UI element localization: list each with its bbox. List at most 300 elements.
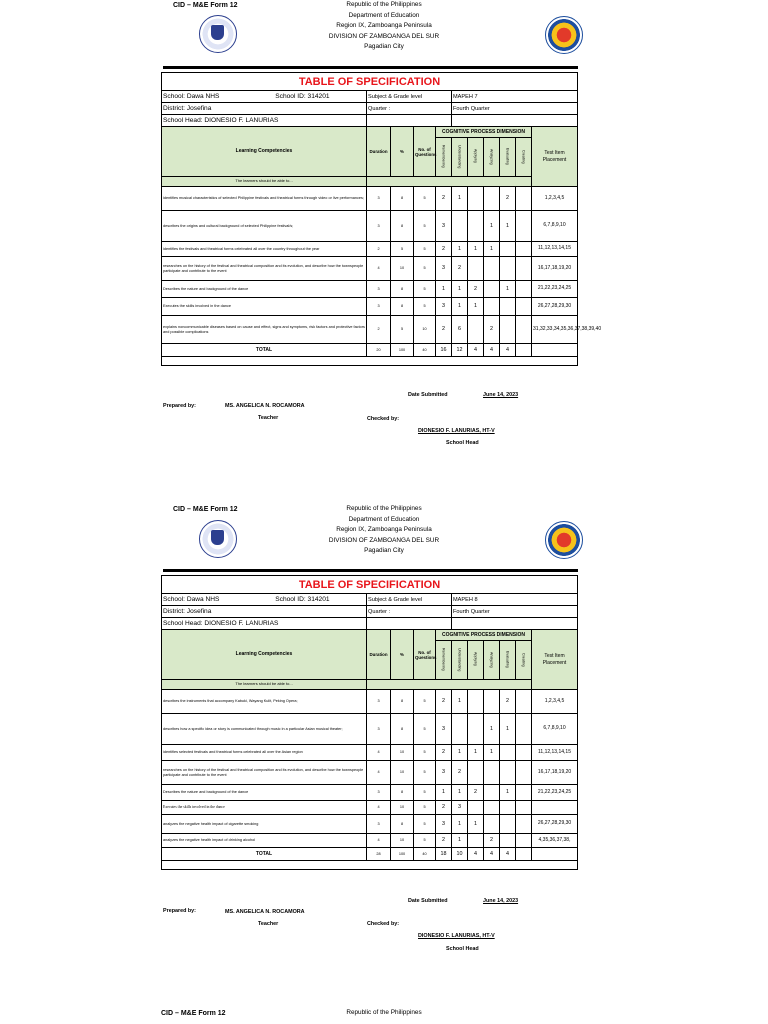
- col-duration: Duration: [367, 630, 391, 680]
- test-item-placement: 11,12,13,14,15: [532, 242, 578, 257]
- analyzing: 1: [484, 745, 500, 761]
- school-id: School ID: 314201: [275, 92, 330, 100]
- blank-cell: [452, 618, 578, 630]
- duration: 3: [367, 714, 391, 745]
- remembering: 3: [436, 298, 452, 316]
- col-percent: %: [391, 127, 414, 177]
- test-item-placement: 1,2,3,4,5: [532, 187, 578, 211]
- percent: 8: [391, 298, 414, 316]
- header-fill: [367, 680, 532, 690]
- col-remembering: Remembering: [436, 138, 452, 177]
- percent: 5: [391, 316, 414, 344]
- letterhead: [300, 0, 468, 53]
- applying: 2: [468, 281, 484, 298]
- remembering: 3: [436, 714, 452, 745]
- col-understanding: Understanding: [452, 641, 468, 680]
- percent: 10: [391, 801, 414, 815]
- total-row: [162, 848, 578, 861]
- total-applying: 4: [468, 848, 484, 861]
- subject-value: MAPEH 7: [452, 91, 578, 103]
- col-no-of-questions: No. of Questions: [414, 630, 436, 680]
- test-item-placement: [532, 801, 578, 815]
- spec-title: TABLE OF SPECIFICATION: [162, 73, 578, 91]
- col-percent: %: [391, 630, 414, 680]
- duration: 4: [367, 801, 391, 815]
- school-head: School Head: DIONESIO F. LANURIAS: [162, 115, 367, 127]
- percent: 8: [391, 690, 414, 714]
- table-row: [162, 761, 578, 785]
- letterhead: [300, 504, 468, 557]
- no-of-questions: 5: [414, 761, 436, 785]
- remembering: 2: [436, 801, 452, 815]
- applying: [468, 834, 484, 848]
- no-of-questions: 5: [414, 714, 436, 745]
- analyzing: [484, 801, 500, 815]
- competency: researches on the history of the festival and theatrical composition and its evolution, and describe how the townspeople participate and contribute to the event: [162, 761, 367, 785]
- test-item-placement: 6,7,8,9,10: [532, 714, 578, 745]
- col-subtext: The learners should be able to...: [162, 680, 367, 690]
- header-fill: [367, 177, 532, 187]
- total-duration: 20: [367, 344, 391, 357]
- header-line: Department of Education: [348, 11, 420, 19]
- understanding: 1: [452, 690, 468, 714]
- no-of-questions: 5: [414, 834, 436, 848]
- evaluating: 2: [500, 187, 516, 211]
- understanding: 1: [452, 834, 468, 848]
- total-applying: 4: [468, 344, 484, 357]
- test-item-placement: 21,22,23,24,25: [532, 785, 578, 801]
- remembering: 3: [436, 815, 452, 834]
- checked-by-name: DIONESIO F. LANURIAS, HT-V: [418, 428, 495, 434]
- total-placement: [532, 848, 578, 861]
- understanding: 1: [452, 815, 468, 834]
- evaluating: [500, 316, 516, 344]
- checked-by-role: School Head: [446, 440, 479, 446]
- total-evaluating: 4: [500, 848, 516, 861]
- page-3: [0, 1008, 768, 1024]
- evaluating: 1: [500, 714, 516, 745]
- district: District: Josefina: [162, 606, 367, 618]
- remembering: 2: [436, 745, 452, 761]
- analyzing: [484, 257, 500, 281]
- competency: describes the instruments that accompany Kabuki, Wayang Kulit, Peking Opera;: [162, 690, 367, 714]
- duration: 2: [367, 242, 391, 257]
- competency: describes the origins and cultural background of selected Philippine festival/s;: [162, 211, 367, 242]
- col-understanding: Understanding: [452, 138, 468, 177]
- analyzing: 2: [484, 316, 500, 344]
- blank-row: [162, 861, 578, 870]
- creating: [516, 815, 532, 834]
- table-row: [162, 714, 578, 745]
- col-learning-competencies: Learning Competencies: [162, 630, 367, 680]
- applying: 1: [468, 298, 484, 316]
- col-test-item-placement: Test Item Placement: [532, 630, 578, 690]
- blank-cell: [452, 115, 578, 127]
- total-no-of-questions: 40: [414, 848, 436, 861]
- test-item-placement: 16,17,18,19,20: [532, 761, 578, 785]
- spec-table: [161, 72, 602, 366]
- understanding: 1: [452, 281, 468, 298]
- evaluating: [500, 257, 516, 281]
- analyzing: [484, 187, 500, 211]
- blank-row: [162, 357, 578, 366]
- total-label: TOTAL: [162, 848, 367, 861]
- school-cell: [162, 91, 367, 103]
- understanding: 1: [452, 298, 468, 316]
- col-duration: Duration: [367, 127, 391, 177]
- table-row: [162, 834, 578, 848]
- understanding: 1: [452, 745, 468, 761]
- applying: [468, 714, 484, 745]
- total-duration: 28: [367, 848, 391, 861]
- total-no-of-questions: 40: [414, 344, 436, 357]
- header-line: Department of Education: [348, 515, 420, 523]
- no-of-questions: 5: [414, 211, 436, 242]
- no-of-questions: 5: [414, 815, 436, 834]
- no-of-questions: 5: [414, 745, 436, 761]
- deped-seal-icon: [199, 520, 237, 558]
- percent: 5: [391, 242, 414, 257]
- total-placement: [532, 344, 578, 357]
- no-of-questions: 5: [414, 785, 436, 801]
- duration: 3: [367, 281, 391, 298]
- analyzing: [484, 298, 500, 316]
- understanding: 1: [452, 785, 468, 801]
- creating: [516, 785, 532, 801]
- col-remembering: Remembering: [436, 641, 452, 680]
- evaluating: [500, 745, 516, 761]
- test-item-placement: 26,27,28,29,30: [532, 298, 578, 316]
- school-name: School: Dawa NHS: [163, 595, 220, 603]
- understanding: 3: [452, 801, 468, 815]
- table-row: [162, 242, 578, 257]
- table-row: [162, 745, 578, 761]
- table-row: [162, 211, 578, 242]
- table-row: [162, 281, 578, 298]
- analyzing: [484, 815, 500, 834]
- school-head: School Head: DIONESIO F. LANURIAS: [162, 618, 367, 630]
- duration: 3: [367, 211, 391, 242]
- analyzing: [484, 281, 500, 298]
- applying: 1: [468, 815, 484, 834]
- header-line: Republic of the Philippines: [346, 505, 422, 512]
- understanding: [452, 714, 468, 745]
- checked-by-label: Checked by:: [367, 416, 400, 422]
- remembering: 3: [436, 257, 452, 281]
- table-row: [162, 815, 578, 834]
- prepared-by-role: Teacher: [258, 921, 279, 927]
- creating: [516, 316, 532, 344]
- duration: 2: [367, 316, 391, 344]
- remembering: 2: [436, 242, 452, 257]
- spec-title: TABLE OF SPECIFICATION: [162, 576, 578, 594]
- competency: explains noncommunicable diseases based on cause and effect, signs and symptoms, risk factors and protective factors and possible complications: [162, 316, 367, 344]
- prepared-by-name: MS. ANGELICA N. ROCAMORA: [225, 403, 305, 409]
- competency: Executes the skills involved in the dance: [162, 298, 367, 316]
- date-submitted-value: June 14, 2023: [483, 898, 519, 904]
- school-cell: [162, 594, 367, 606]
- applying: 1: [468, 745, 484, 761]
- total-understanding: 12: [452, 344, 468, 357]
- applying: [468, 257, 484, 281]
- percent: 8: [391, 281, 414, 298]
- evaluating: [500, 834, 516, 848]
- prepared-by-name: MS. ANGELICA N. ROCAMORA: [225, 909, 305, 915]
- col-analyzing: Analyzing: [484, 641, 500, 680]
- percent: 8: [391, 211, 414, 242]
- total-analyzing: 4: [484, 848, 500, 861]
- col-evaluating: Evaluating: [500, 641, 516, 680]
- col-learning-competencies: Learning Competencies: [162, 127, 367, 177]
- table-row: [162, 257, 578, 281]
- competency: Executes the skills involved in the dance: [162, 801, 367, 815]
- remembering: 2: [436, 690, 452, 714]
- total-label: TOTAL: [162, 344, 367, 357]
- competency: identifies musical characteristics of selected Philippine festivals and theatrical forms through video or live performances;: [162, 187, 367, 211]
- understanding: 2: [452, 257, 468, 281]
- creating: [516, 690, 532, 714]
- applying: [468, 690, 484, 714]
- col-analyzing: Analyzing: [484, 138, 500, 177]
- table-row: [162, 801, 578, 815]
- creating: [516, 745, 532, 761]
- total-creating: [516, 344, 532, 357]
- no-of-questions: 5: [414, 801, 436, 815]
- evaluating: 2: [500, 690, 516, 714]
- percent: 10: [391, 834, 414, 848]
- competency: identifies selected festivals and theatrical forms celebrated all over the Asian region: [162, 745, 367, 761]
- remembering: 2: [436, 316, 452, 344]
- competency: identifies the festivals and theatrical forms celebrated all over the country throughout the year: [162, 242, 367, 257]
- blank-cell: [162, 357, 578, 366]
- duration: 3: [367, 785, 391, 801]
- analyzing: [484, 690, 500, 714]
- analyzing: 1: [484, 211, 500, 242]
- remembering: 3: [436, 211, 452, 242]
- header-line: Pagadian City: [364, 43, 404, 50]
- remembering: 1: [436, 281, 452, 298]
- applying: 1: [468, 242, 484, 257]
- competency: Describes the nature and background of the dance: [162, 785, 367, 801]
- percent: 8: [391, 187, 414, 211]
- applying: [468, 187, 484, 211]
- form-code: CID – M&E Form 12: [161, 1010, 226, 1017]
- duration: 3: [367, 187, 391, 211]
- header-line: Region IX, Zamboanga Peninsula: [336, 22, 432, 29]
- header-line: Republic of the Philippines: [346, 1009, 422, 1016]
- percent: 8: [391, 785, 414, 801]
- quarter-value: Fourth Quarter: [452, 103, 578, 115]
- evaluating: 1: [500, 785, 516, 801]
- subject-value: MAPEH 8: [452, 594, 578, 606]
- no-of-questions: 10: [414, 316, 436, 344]
- header-line: DIVISION OF ZAMBOANGA DEL SUR: [328, 536, 440, 544]
- district: District: Josefina: [162, 103, 367, 115]
- subject-label: Subject & Grade level: [367, 594, 452, 606]
- header-line: Region IX, Zamboanga Peninsula: [336, 526, 432, 533]
- no-of-questions: 5: [414, 281, 436, 298]
- test-item-placement: 11,12,13,14,15: [532, 745, 578, 761]
- quarter-label: Quarter :: [367, 606, 452, 618]
- creating: [516, 714, 532, 745]
- duration: 4: [367, 257, 391, 281]
- page-1: [0, 0, 768, 500]
- form-code: CID – M&E Form 12: [173, 506, 238, 513]
- date-submitted-label: Date Submitted: [408, 392, 448, 398]
- table-row: [162, 690, 578, 714]
- letterhead: [300, 1008, 468, 1019]
- test-item-placement: 6,7,8,9,10: [532, 211, 578, 242]
- evaluating: [500, 815, 516, 834]
- remembering: 2: [436, 187, 452, 211]
- checked-by-label: Checked by:: [367, 921, 400, 927]
- creating: [516, 242, 532, 257]
- understanding: 1: [452, 187, 468, 211]
- duration: 3: [367, 815, 391, 834]
- header-rule: [163, 66, 578, 69]
- no-of-questions: 5: [414, 257, 436, 281]
- quarter-value: Fourth Quarter: [452, 606, 578, 618]
- understanding: [452, 211, 468, 242]
- applying: 2: [468, 785, 484, 801]
- no-of-questions: 5: [414, 690, 436, 714]
- test-item-placement: 16,17,18,19,20: [532, 257, 578, 281]
- creating: [516, 801, 532, 815]
- spec-table: [161, 575, 578, 870]
- percent: 8: [391, 815, 414, 834]
- competency: Describes the nature and background of the dance: [162, 281, 367, 298]
- competency: analyzes the negative health impact of drinking alcohol: [162, 834, 367, 848]
- checked-by-name: DIONESIO F. LANURIAS, HT-V: [418, 933, 495, 939]
- division-seal-icon: [545, 521, 583, 559]
- no-of-questions: 5: [414, 242, 436, 257]
- prepared-by-label: Prepared by:: [163, 908, 196, 914]
- creating: [516, 761, 532, 785]
- applying: [468, 761, 484, 785]
- duration: 4: [367, 761, 391, 785]
- checked-by-role: School Head: [446, 946, 479, 952]
- total-percent: 100: [391, 848, 414, 861]
- remembering: 3: [436, 761, 452, 785]
- evaluating: [500, 298, 516, 316]
- date-submitted-label: Date Submitted: [408, 898, 448, 904]
- prepared-by-role: Teacher: [258, 415, 279, 421]
- percent: 10: [391, 745, 414, 761]
- percent: 8: [391, 714, 414, 745]
- applying: [468, 211, 484, 242]
- header-line: Pagadian City: [364, 547, 404, 554]
- analyzing: [484, 761, 500, 785]
- percent: 10: [391, 257, 414, 281]
- prepared-by-label: Prepared by:: [163, 403, 196, 409]
- col-applying: Applying: [468, 138, 484, 177]
- col-subtext: The learners should be able to...: [162, 177, 367, 187]
- percent: 10: [391, 761, 414, 785]
- competency: analyzes the negative health impact of cigarette smoking: [162, 815, 367, 834]
- school-name: School: Dawa NHS: [163, 92, 220, 100]
- test-item-placement: 26,27,28,29,30: [532, 815, 578, 834]
- col-creating: Creating: [516, 138, 532, 177]
- school-id: School ID: 314201: [275, 595, 330, 603]
- col-applying: Applying: [468, 641, 484, 680]
- creating: [516, 298, 532, 316]
- total-remembering: 16: [436, 344, 452, 357]
- evaluating: 1: [500, 211, 516, 242]
- subject-label: Subject & Grade level: [367, 91, 452, 103]
- evaluating: 1: [500, 281, 516, 298]
- applying: [468, 316, 484, 344]
- analyzing: 2: [484, 834, 500, 848]
- total-creating: [516, 848, 532, 861]
- total-remembering: 18: [436, 848, 452, 861]
- quarter-label: Quarter :: [367, 103, 452, 115]
- header-line: Republic of the Philippines: [346, 1, 422, 8]
- understanding: 6: [452, 316, 468, 344]
- test-item-placement: 1,2,3,4,5: [532, 690, 578, 714]
- form-code: CID – M&E Form 12: [173, 2, 238, 9]
- duration: 4: [367, 834, 391, 848]
- col-test-item-placement: Test Item Placement: [532, 127, 578, 187]
- col-evaluating: Evaluating: [500, 138, 516, 177]
- blank-cell: [367, 115, 452, 127]
- col-cognitive-process: COGNITIVE PROCESS DIMENSION: [436, 630, 532, 641]
- duration: 3: [367, 298, 391, 316]
- creating: [516, 281, 532, 298]
- analyzing: 1: [484, 242, 500, 257]
- duration: 4: [367, 745, 391, 761]
- table-row: [162, 298, 578, 316]
- division-seal-icon: [545, 16, 583, 54]
- date-submitted-value: June 14, 2023: [483, 392, 519, 398]
- remembering: 2: [436, 834, 452, 848]
- header-line: DIVISION OF ZAMBOANGA DEL SUR: [328, 32, 440, 40]
- blank-cell: [162, 861, 578, 870]
- no-of-questions: 5: [414, 187, 436, 211]
- table-row: [162, 187, 578, 211]
- total-evaluating: 4: [500, 344, 516, 357]
- analyzing: [484, 785, 500, 801]
- col-creating: Creating: [516, 641, 532, 680]
- test-item-placement: 21,22,23,24,25: [532, 281, 578, 298]
- creating: [516, 187, 532, 211]
- page-2: [0, 505, 768, 1005]
- evaluating: [500, 801, 516, 815]
- test-item-placement: 31,32,33,34,35,36,37,38,39,40: [532, 316, 578, 344]
- creating: [516, 211, 532, 242]
- creating: [516, 834, 532, 848]
- evaluating: [500, 761, 516, 785]
- header-rule: [163, 569, 578, 572]
- applying: [468, 801, 484, 815]
- col-no-of-questions: No. of Questions: [414, 127, 436, 177]
- total-understanding: 10: [452, 848, 468, 861]
- understanding: 2: [452, 761, 468, 785]
- total-analyzing: 4: [484, 344, 500, 357]
- evaluating: [500, 242, 516, 257]
- table-row: [162, 316, 578, 344]
- creating: [516, 257, 532, 281]
- col-cognitive-process: COGNITIVE PROCESS DIMENSION: [436, 127, 532, 138]
- remembering: 1: [436, 785, 452, 801]
- analyzing: 1: [484, 714, 500, 745]
- total-row: [162, 344, 578, 357]
- test-item-placement: 4,35,36,37,38,: [532, 834, 578, 848]
- no-of-questions: 5: [414, 298, 436, 316]
- duration: 3: [367, 690, 391, 714]
- understanding: 1: [452, 242, 468, 257]
- blank-cell: [367, 618, 452, 630]
- competency: researches on the history of the festival and theatrical composition and its evolution, and describe how the townspeople participate and contribute to the event: [162, 257, 367, 281]
